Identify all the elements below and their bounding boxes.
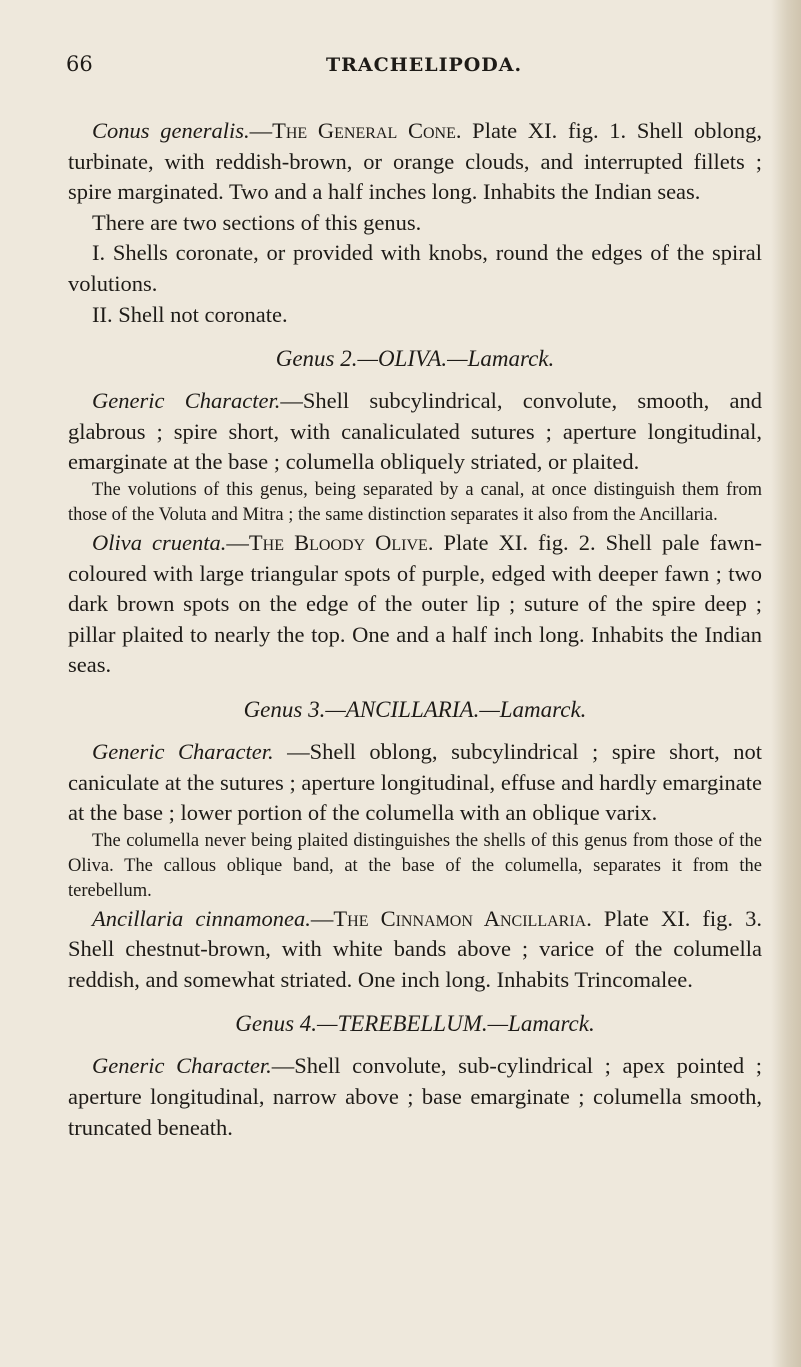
oliva-species-name: Oliva cruenta.: [92, 529, 227, 555]
ancillaria-generic-character: [68, 737, 762, 829]
running-title: TRACHELIPODA.: [326, 54, 523, 76]
oliva-generic-character: [68, 386, 762, 478]
terebellum-genus-heading: Genus 4.—TEREBELLUM.—Lamarck.: [235, 1011, 595, 1037]
conus-species-entry: [68, 116, 762, 208]
page-header: [66, 52, 746, 88]
terebellum-generic-label: Generic Character.: [92, 1053, 272, 1079]
terebellum-generic-text: —Shell convolute, sub-cylindrical ; apex pointed ; aperture longitudinal, narrow above ; base emarginate ; columella smooth, truncated beneath.: [68, 1053, 762, 1140]
ancillaria-generic-text: —Shell oblong, subcylindrical ; spire short, not caniculate at the sutures ; aperture longitudinal, effuse and hardly emarginate at the base ; lower portion of the columella with an oblique varix.: [68, 738, 762, 826]
oliva-species-description: Plate XI. fig. 2. Shell pale fawn-coloured with large triangular spots of purple, edged with deeper fawn ; two dark brown spots on the edge of the outer lip ; suture of the spire deep ; pillar plaited to nearly the top. One and a half inch long. Inhabits the Indian seas.: [68, 529, 763, 678]
oliva-genus-heading: Genus 2.—OLIVA.—Lamarck.: [275, 346, 555, 372]
oliva-generic-label: Generic Character.: [92, 388, 281, 414]
oliva-note: The volutions of this genus, being separated by a canal, at once distinguish them from those of the Voluta and Mitra ; the same distinction separates it also from the Ancillaria.: [68, 479, 762, 525]
oliva-species-entry: [68, 528, 762, 681]
page-body: [68, 116, 762, 1143]
terebellum-generic-character: [68, 1051, 762, 1143]
page-edge-shadow: [771, 0, 801, 1367]
ancillaria-species-entry: [68, 904, 762, 996]
ancillaria-genus-heading: Genus 3.—ANCILLARIA.—Lamarck.: [243, 696, 587, 722]
conus-species-name: Conus generalis.: [92, 118, 250, 143]
ancillaria-generic-label: Generic Character.: [92, 738, 274, 764]
conus-section-1: I. Shells coronate, or provided with knobs, round the edges of the spiral volutions.: [68, 240, 762, 296]
conus-section-2: II. Shell not coronate.: [92, 301, 288, 327]
oliva-common-name: —The Bloody Olive.: [226, 529, 434, 555]
ancillaria-common-name: —The Cinnamon Ancillaria.: [310, 905, 592, 931]
ancillaria-note: The columella never being plaited distinguishes the shells of this genus from those of the Oliva. The callous oblique band, at the base of the columella, separates it from the terebellum.: [68, 830, 762, 901]
conus-common-name: —The General Cone.: [249, 118, 462, 143]
ancillaria-species-name: Ancillaria cinnamonea.: [92, 905, 311, 931]
page-number: 66: [66, 52, 93, 76]
ancillaria-species-description: Plate XI. fig. 3. Shell chestnut-brown, with white bands above ; varice of the columella reddish, and somewhat striated. One inch long. Inhabits Trincomalee.: [68, 905, 762, 992]
conus-sections-intro: There are two sections of this genus.: [92, 209, 422, 235]
conus-description: Plate XI. fig. 1. Shell oblong, turbinate, with reddish-brown, or orange clouds, and interrupted fillets ; spire marginated. Two and a half inches long. Inhabits the Indian seas.: [68, 118, 762, 205]
oliva-generic-text: —Shell subcylindrical, convolute, smooth, and glabrous ; spire short, with canaliculated sutures ; aperture longitudinal, emarginate at the base ; columella obliquely striated, or plaited.: [68, 388, 763, 475]
